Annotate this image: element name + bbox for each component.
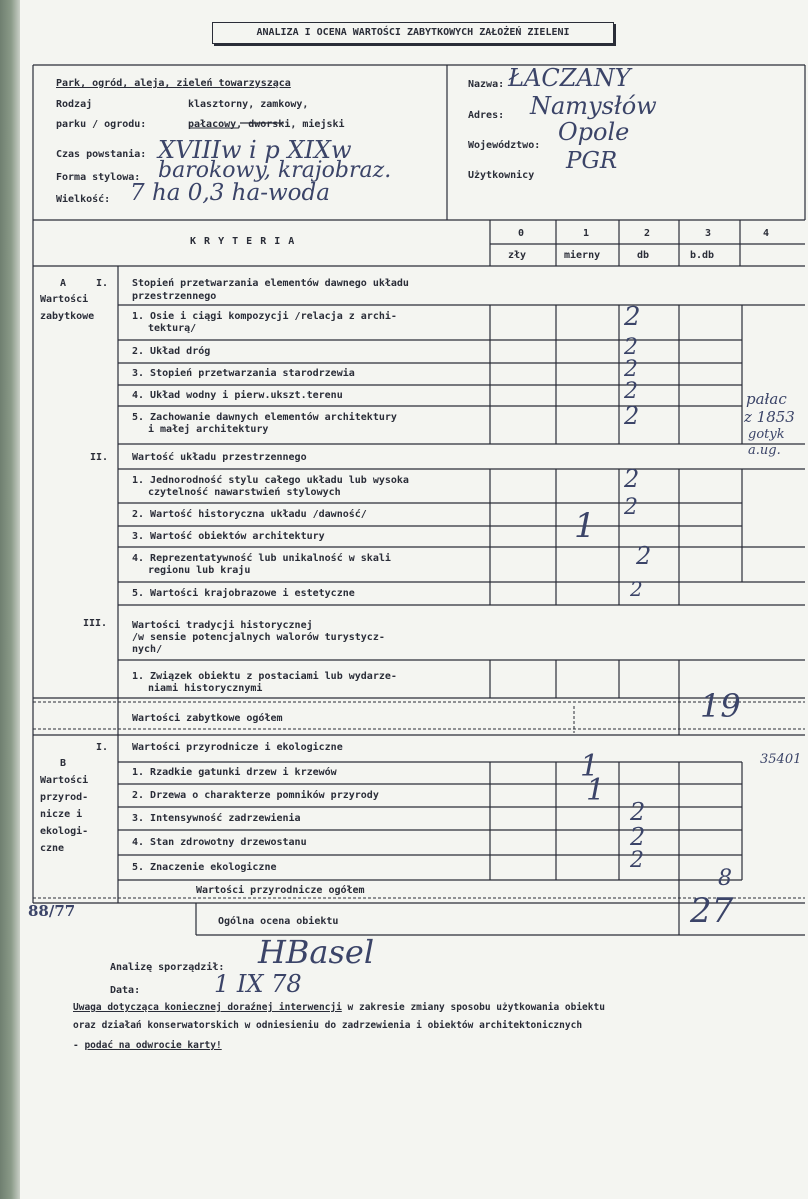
row-a1-2-score: 2 (624, 335, 638, 360)
prepared-label: Analizę sporządził: (110, 962, 225, 973)
row-a2-5-score: 2 (630, 577, 643, 601)
col-label-very-good: b.db (690, 250, 715, 261)
col-number-3: 3 (705, 228, 712, 239)
footer-note-3 (73, 1040, 222, 1051)
group1-title-1: Stopień przetwarzania elementów dawnego układu (132, 278, 409, 289)
col-number-0: 0 (518, 228, 525, 239)
group3-roman: III. (83, 618, 108, 629)
margin-note-1: pałac (746, 390, 787, 408)
section-a-label-2: zabytkowe (40, 311, 95, 322)
total-b-label: Wartości przyrodnicze ogółem (196, 885, 365, 896)
total-a-label: Wartości zabytkowe ogółem (132, 713, 283, 724)
criteria-title: K R Y T E R I A (190, 236, 296, 247)
name-value: ŁACZANY (508, 64, 631, 92)
footer-note-1b: w zakresie zmiany sposobu użytkowania obiektu (341, 1002, 605, 1013)
footer-note-1a: Uwaga dotycząca koniecznej doraźnej interwencji (73, 1002, 342, 1013)
side-number: 88/77 (28, 902, 76, 920)
prepared-signature: HBasel (258, 933, 375, 971)
row-a2-4-line2: regionu lub kraju (148, 565, 251, 576)
date-label: Data: (110, 985, 141, 996)
margin-note-2: z 1853 (744, 408, 795, 426)
row-a1-1-line1: 1. Osie i ciągi kompozycji /relacja z archi- (132, 311, 397, 322)
row-a2-1-line1: 1. Jednorodność stylu całego układu lub wysoka (132, 475, 409, 486)
row-a3-1-line1: 1. Związek obiektu z postaciami lub wydarze- (132, 671, 397, 682)
size-value: 7 ha 0,3 ha-woda (130, 180, 330, 206)
col-number-2: 2 (644, 228, 651, 239)
name-label: Nazwa: (468, 79, 505, 90)
row-a1-1-score: 2 (624, 302, 641, 332)
group3-title-3: nych/ (132, 644, 163, 655)
row-a2-1-score: 2 (624, 465, 640, 493)
row-a2-4-line1: 4. Reprezentatywność lub unikalność w skali (132, 553, 391, 564)
row-a2-3-score: 1 (574, 506, 596, 546)
row-a1-5-line1: 5. Zachowanie dawnych elementów architektury (132, 412, 397, 423)
overall-value: 27 (690, 891, 734, 931)
row-a1-4-line1: 4. Układ wodny i pierw.ukszt.terenu (132, 390, 343, 401)
form-title: ANALIZA I OCENA WARTOŚCI ZABYTKOWYCH ZAŁOŻEŃ ZIELENI (212, 22, 614, 44)
created-value: XVIIIw i p XIXw (158, 136, 352, 164)
section-a-letter: A (60, 278, 67, 289)
address-label: Adres: (468, 110, 505, 121)
row-b-1-score: 1 (580, 749, 600, 784)
section-a-roman: I. (96, 278, 109, 289)
section-b-group-title: Wartości przyrodnicze i ekologiczne (132, 742, 343, 753)
row-b-1-line1: 1. Rzadkie gatunki drzew i krzewów (132, 767, 337, 778)
row-a2-5-line1: 5. Wartości krajobrazowe i estetyczne (132, 588, 355, 599)
row-a2-3-line1: 3. Wartość obiektów architektury (132, 531, 325, 542)
row-a2-2-score: 2 (624, 495, 638, 520)
row-a1-3-line1: 3. Stopień przetwarzania starodrzewia (132, 368, 355, 379)
margin-note-3: gotyk (748, 427, 785, 442)
col-label-good: db (637, 250, 650, 261)
section-b-label-3: nicze i (40, 809, 83, 820)
row-b-5-score: 2 (630, 848, 644, 873)
row-b-2-line1: 2. Drzewa o charakterze pomników przyrody (132, 790, 379, 801)
address-value: Namysłów (530, 92, 657, 120)
style-value: barokowy, krajobraz. (158, 158, 392, 183)
voivodeship-label: Województwo: (468, 140, 541, 151)
row-a2-4-score: 2 (636, 542, 652, 570)
group2-title: Wartość układu przestrzennego (132, 452, 307, 463)
margin-note-4: a.ug. (748, 443, 781, 458)
group3-title-1: Wartości tradycji historycznej (132, 620, 313, 631)
group3-title-2: /w sensie potencjalnych walorów turystycz- (132, 632, 385, 643)
date-value: 1 IX 78 (214, 970, 302, 998)
section-a-label-1: Wartości (40, 294, 89, 305)
kind-options-1: klasztorny, zamkowy, (188, 99, 309, 110)
kind-label-2: parku / ogrodu: (56, 119, 147, 130)
row-b-3-line1: 3. Intensywność zadrzewienia (132, 813, 301, 824)
created-label: Czas powstania: (56, 149, 147, 160)
style-label: Forma stylowa: (56, 172, 141, 183)
total-a-value: 19 (700, 687, 741, 725)
user-label: Użytkownicy (468, 170, 535, 181)
group2-roman: II. (90, 452, 109, 463)
col-number-4: 4 (763, 228, 770, 239)
row-b-5-line1: 5. Znaczenie ekologiczne (132, 862, 277, 873)
col-number-1: 1 (583, 228, 590, 239)
size-label: Wielkość: (56, 194, 111, 205)
col-label-mediocre: mierny (564, 250, 601, 261)
row-a3-1-line2: niami historycznymi (148, 683, 263, 694)
row-b-3-score: 2 (630, 798, 646, 826)
section-b-label-5: czne (40, 843, 65, 854)
kind-label-1: Rodzaj (56, 99, 93, 110)
user-value: PGR (566, 148, 618, 174)
footer-note-2: oraz działań konserwatorskich w odniesieniu do zadrzewienia i obiektów architektonicznych (73, 1020, 583, 1031)
overall-label: Ogólna ocena obiektu (218, 916, 339, 927)
row-a1-1-line2: tekturą/ (148, 323, 197, 334)
row-a2-2-line1: 2. Wartość historyczna układu /dawność/ (132, 509, 367, 520)
row-b-4-score: 2 (630, 823, 646, 851)
footer-note-3b: podać na odwrocie karty! (84, 1040, 222, 1051)
section-b-roman: I. (96, 742, 109, 753)
group1-title-2: przestrzennego (132, 291, 217, 302)
row-a2-1-line2: czytelność nawarstwień stylowych (148, 487, 341, 498)
col-label-bad: zły (508, 250, 527, 261)
voivodeship-value: Opole (558, 118, 630, 146)
footer-note-1 (73, 1002, 605, 1013)
row-b-2-score: 1 (586, 773, 606, 808)
footer-note-3a: - (73, 1040, 85, 1051)
margin-note-b: 35401 (760, 752, 802, 767)
row-a1-3-score: 2 (624, 357, 638, 382)
park-type-heading: Park, ogród, aleja, zieleń towarzysząca (56, 78, 291, 89)
section-b-label-1: Wartości (40, 775, 89, 786)
row-a1-4-score: 2 (624, 379, 638, 404)
row-a1-5-line2: i małej architektury (148, 424, 269, 435)
section-b-label-4: ekologi- (40, 826, 89, 837)
row-a1-2-line1: 2. Układ dróg (132, 346, 211, 357)
kind-strike (188, 116, 288, 130)
row-b-4-line1: 4. Stan zdrowotny drzewostanu (132, 837, 307, 848)
section-b-label-2: przyrod- (40, 792, 89, 803)
section-b-letter: B (60, 758, 67, 769)
total-b-value: 8 (718, 866, 732, 891)
row-a1-5-score: 2 (624, 402, 640, 430)
kind-options-2: pałacowy, dworski, miejski (188, 119, 345, 130)
